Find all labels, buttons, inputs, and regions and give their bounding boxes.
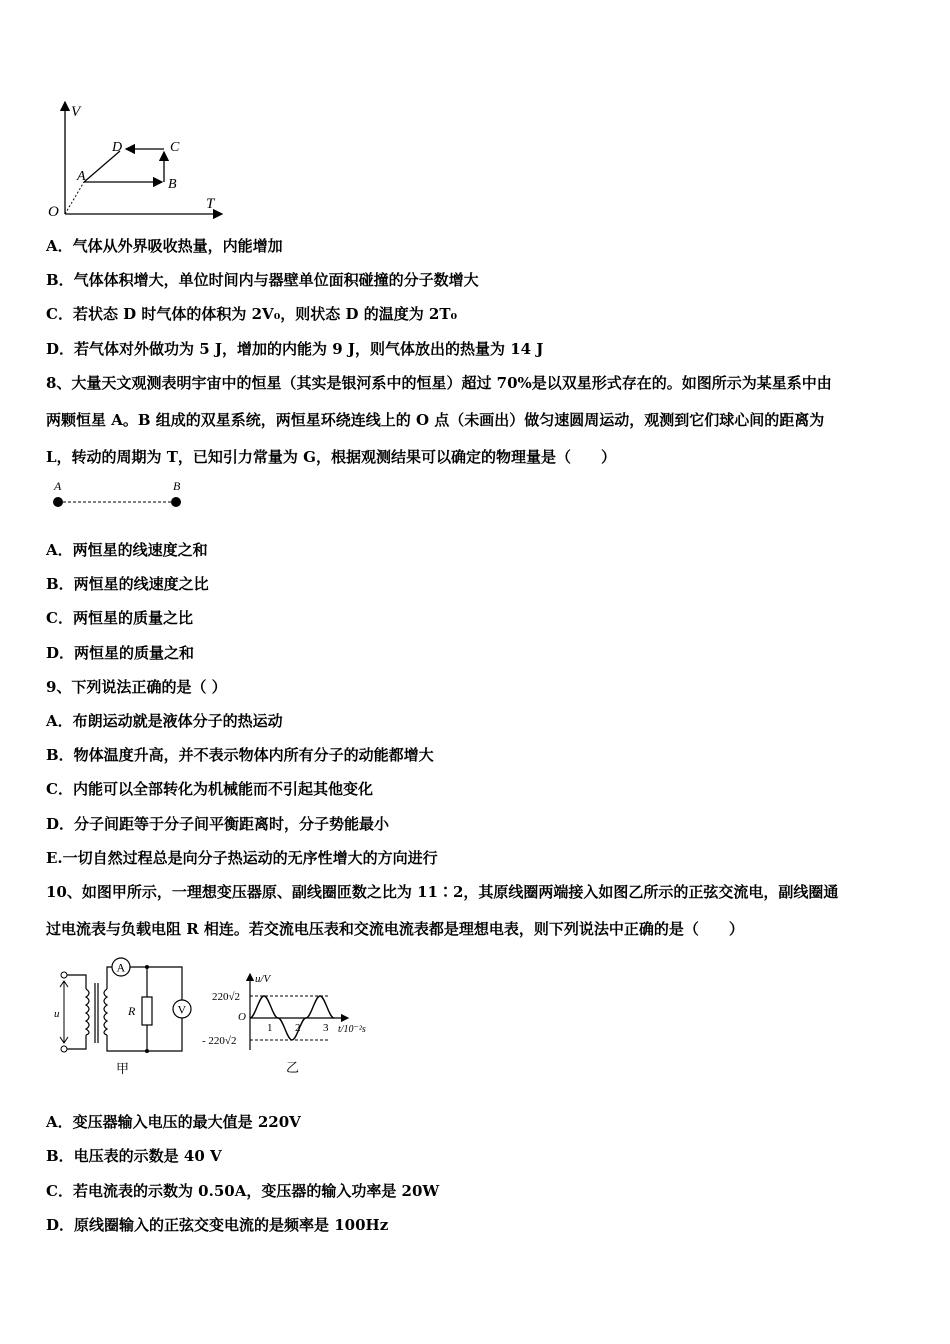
star-b [171,497,181,507]
resistor-label: R [128,1004,136,1018]
q9-option-c: C．内能可以全部转化为机械能而不引起其他变化 [46,780,373,798]
q9-option-d: D．分子间距等于分子间平衡距离时，分子势能最小 [46,815,390,833]
origin-dashed-line [65,182,84,214]
input-voltage-label: u [54,1008,60,1020]
q10-option-c: C．若电流表的示数为 0.50A，变压器的输入功率是 20W [46,1182,440,1200]
min-value-label: - 220√2 [202,1035,237,1047]
time-axis-label: t/10⁻²s [338,1024,366,1035]
point-d-label: D [112,140,123,155]
q10-option-a: A．变压器输入电压的最大值是 220V [46,1113,301,1131]
q7-option-a: A．气体从外界吸收热量，内能增加 [46,237,283,255]
q10-option-b: B．电压表的示数是 40 V [46,1147,222,1165]
q10-option-d: D．原线圈输入的正弦交变电流的是频率是 100Hz [46,1216,389,1234]
q8-option-a: A．两恒星的线速度之和 [46,541,208,559]
max-value-label: 220√2 [212,991,241,1003]
input-terminal-top [61,972,67,978]
binary-star-diagram [46,478,191,513]
vt-diagram [44,96,229,224]
q7-option-d: D．若气体对外做功为 5 J，增加的内能为 9 J，则气体放出的热量为 14 J [46,340,544,358]
q10-stem-line-1: 10、如图甲所示，一理想变压器原、副线圈匝数之比为 11∶2，其原线圈两端接入如图乙所示的正弦交流电，副线圈通 [46,883,839,901]
point-a-label: A [77,169,86,184]
q9-option-b: B．物体温度升高，并不表示物体内所有分子的动能都增大 [46,746,434,764]
q8-stem-line-3: L，转动的周期为 T，已知引力常量为 G，根据观测结果可以确定的物理量是（ ） [46,448,616,466]
v-axis-label: V [71,104,81,120]
origin-label-wave: O [238,1011,246,1023]
tick-3-label: 3 [323,1022,329,1034]
t-axis-label: T [206,196,215,212]
q7-option-c: C．若状态 D 时气体的体积为 2V₀，则状态 D 的温度为 2T₀ [46,305,458,323]
input-terminal-bottom [61,1046,67,1052]
star-b-label: B [173,479,181,493]
origin-label: O [48,204,59,220]
transformer-circuit-diagram [50,955,200,1080]
sine-wave-diagram [200,968,380,1080]
q9-option-e: E.一切自然过程总是向分子热运动的无序性增大的方向进行 [46,849,438,867]
point-c-label: C [170,140,180,155]
tick-2-label: 2 [295,1022,301,1034]
caption-jia: 甲 [116,1061,130,1076]
input-arrow [60,981,68,1043]
q7-option-b: B．气体体积增大，单位时间内与器壁单位面积碰撞的分子数增大 [46,271,479,289]
resistor [142,997,152,1025]
u-axis-label: u/V [255,973,271,985]
q8-stem-line-1: 8、大量天文观测表明宇宙中的恒星（其实是银河系中的恒星）超过 70%是以双星形式存在的。如图所示为某星系中由 [46,374,832,392]
q9-option-a: A．布朗运动就是液体分子的热运动 [46,712,283,730]
caption-yi: 乙 [286,1060,300,1075]
line-a-d [84,151,120,182]
star-a-label: A [54,479,62,493]
star-a [53,497,63,507]
q9-stem: 9、下列说法正确的是（ ） [46,678,227,696]
voltmeter-label: V [177,1002,187,1017]
tick-1-label: 1 [267,1022,273,1034]
q8-stem-line-2: 两颗恒星 A。B 组成的双星系统，两恒星环绕连线上的 O 点（未画出）做匀速圆周运动，观测到它们球心间的距离为 [46,411,825,429]
ammeter-label: A [116,960,126,975]
q8-option-c: C．两恒星的质量之比 [46,609,193,627]
secondary-coil [104,989,107,1035]
point-b-label: B [168,177,177,192]
q10-stem-line-2: 过电流表与负载电阻 R 相连。若交流电压表和交流电流表都是理想电表，则下列说法中正确的是（ ） [46,920,744,938]
primary-coil [86,989,89,1035]
q8-option-b: B．两恒星的线速度之比 [46,575,209,593]
q8-option-d: D．两恒星的质量之和 [46,644,195,662]
